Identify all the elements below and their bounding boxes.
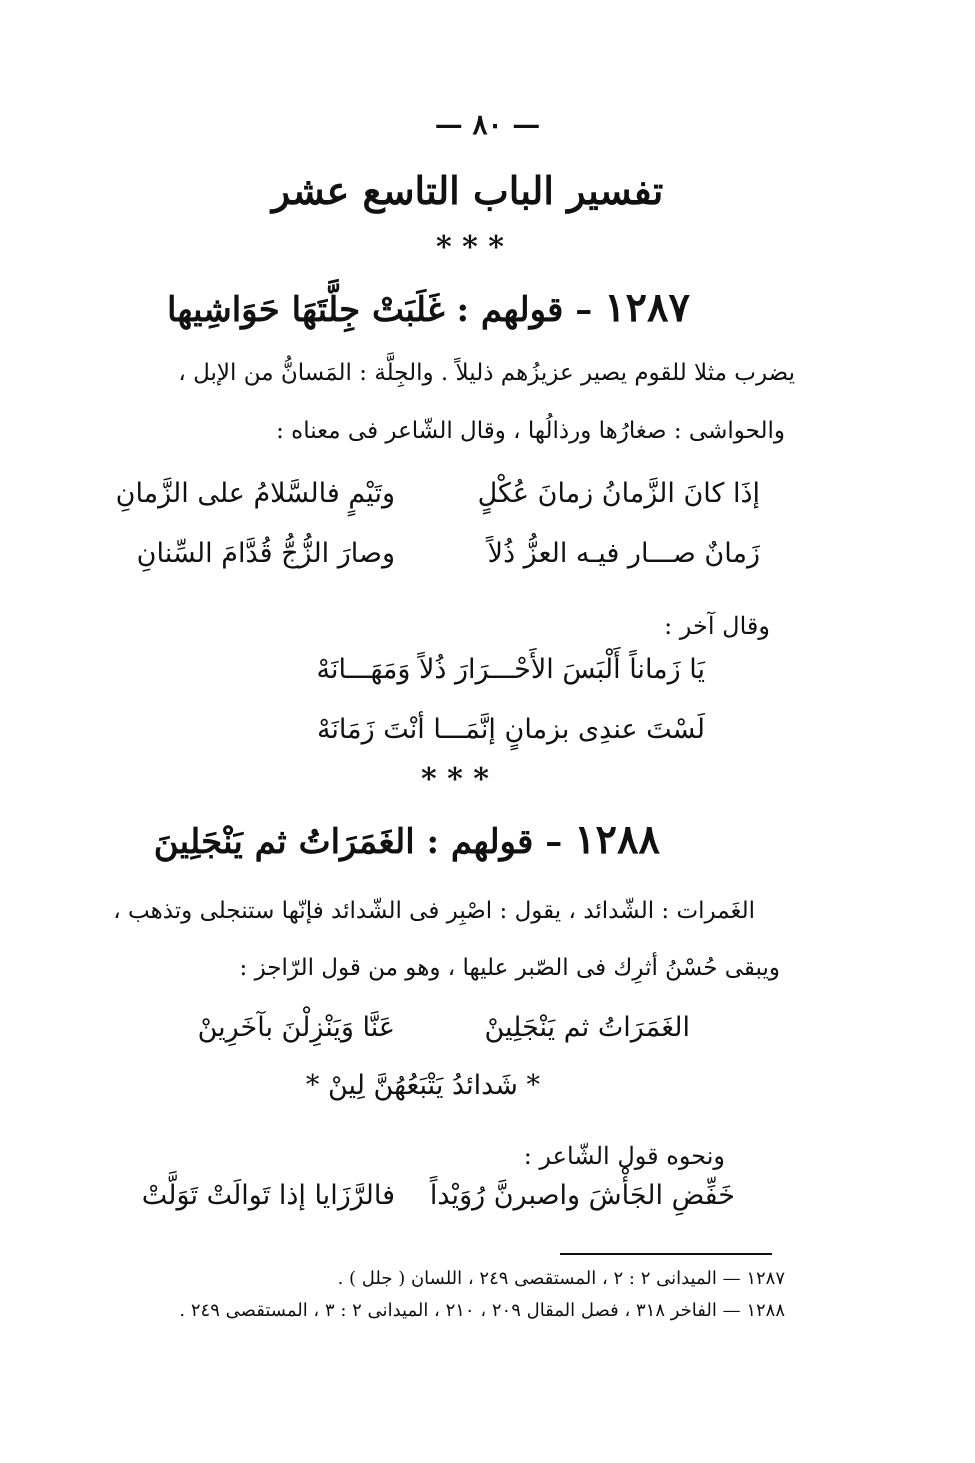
verse-hemistich: وتَيْمٍ فالسَّلامُ على الزَّمانِ	[115, 478, 395, 509]
separator: * * *	[421, 762, 489, 797]
footnote: ١٢٨٧ — الميدانى ٢ : ٢ ، المستقصى ٢٤٩ ، اللسان ( جلل ) .	[337, 1268, 785, 1289]
verse-hemistich: وصارَ الزُّجُّ قُدَّامَ السِّنانِ	[136, 538, 395, 569]
verse-hemistich: خَفِّضِ الجَأْشَ واصبرنَّ رُوَيْداً	[429, 1180, 735, 1211]
verse-hemistich: عَنَّا وَيَنْزِلْنَ بآخَرِينْ	[197, 1012, 395, 1043]
verse-hemistich: إذَا كانَ الزَّمانُ زمانَ عُكْلٍ	[477, 478, 760, 509]
entry-heading	[153, 816, 660, 863]
verse-line: يَا زَماناً أَلْبَسَ الأَحْـــرَارَ ذُلاً وَمَهَـــانَهْ	[316, 654, 705, 685]
verse-intro: وقال آخر :	[664, 612, 770, 640]
verse-line: لَسْتَ عندِى بزمانٍ إنَّمَـــا أنْتَ زَمَانَهْ	[316, 714, 705, 745]
entry-number: ١٢٨٧	[604, 284, 690, 331]
paragraph-line: والحواشى : صغارُها ورذالُها ، وقال الشّاعر فى معناه :	[276, 418, 785, 444]
entry-title: – قولهم : الغَمَرَاتُ ثم يَنْجَلِينَ	[153, 822, 563, 862]
entry-title: – قولهم : غَلَبَتْ جِلَّتَهَا حَوَاشِيها	[166, 290, 593, 330]
chapter-title: تفسير الباب التاسع عشر	[271, 168, 664, 213]
entry-number: ١٢٨٨	[574, 816, 660, 863]
verse-intro: ونحوه قول الشّاعر :	[523, 1142, 725, 1170]
separator: * * *	[436, 230, 504, 265]
verse-line: * شَدائدُ يَتْبَعُهُنَّ لِينْ *	[305, 1070, 540, 1101]
paragraph-line: يضرب مثلا للقوم يصير عزيزُهم ذليلاً . والجِلَّة : المَسانُّ من الإبل ،	[178, 360, 795, 386]
verse-hemistich: زَمانٌ صـــار فيـه العزُّ ذُلاً	[487, 538, 760, 569]
page-number: — ٨٠ —	[434, 108, 541, 141]
footnote: ١٢٨٨ — الفاخر ٣١٨ ، فصل المقال ٢٠٩ ، ٢١٠ ، الميدانى ٢ : ٣ ، المستقصى ٢٤٩ .	[179, 1300, 785, 1321]
paragraph-line: الغَمرات : الشّدائد ، يقول : اصْبِر فى الشّدائد فإنّها ستنجلى وتذهب ،	[113, 898, 755, 924]
verse-hemistich: فالرَّزَايا إذا تَوالَتْ تَوَلَّتْ	[141, 1180, 395, 1211]
entry-heading	[166, 284, 690, 331]
verse-hemistich: الغَمَرَاتُ ثم يَنْجَلِينْ	[484, 1012, 690, 1043]
paragraph-line: ويبقى حُسْنُ أثرِك فى الصّبر عليها ، وهو من قول الرّاجز :	[239, 955, 780, 981]
footnote-divider	[560, 1253, 772, 1255]
